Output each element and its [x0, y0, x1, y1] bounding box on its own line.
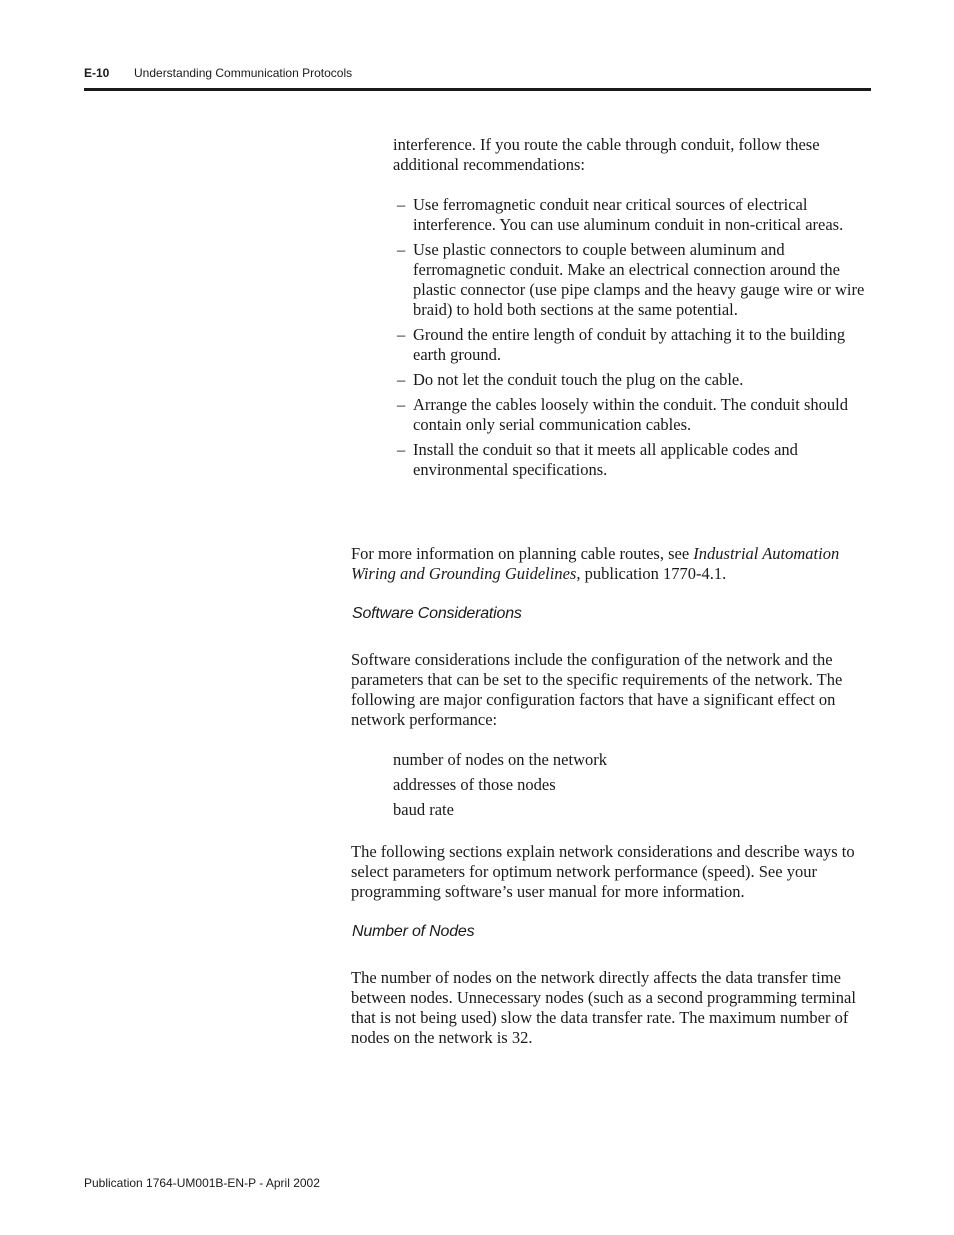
list-item: addresses of those nodes [393, 775, 556, 794]
bullet-marker: – [397, 370, 406, 389]
software-paragraph: Software considerations include the configuration of the network and the parameters that can be set to the specific requirements of the network. The following are major configuration factors that have a significant effect on network performance: [351, 650, 843, 729]
list-item [397, 440, 871, 480]
bullet-marker: – [397, 395, 406, 414]
list-item [397, 195, 871, 235]
page-number: E-10 [84, 66, 110, 80]
list-item-text: Ground the entire length of conduit by attaching it to the building earth ground. [413, 325, 846, 364]
bullet-marker: – [397, 325, 406, 344]
page-footer: Publication 1764-UM001B-EN-P - April 2002 [84, 1176, 320, 1190]
list-item [397, 325, 871, 365]
number-of-nodes-heading: Number of Nodes [352, 923, 475, 940]
list-item [397, 370, 871, 390]
list-item [397, 240, 871, 320]
list-item [397, 395, 871, 435]
list-item-text: Use ferromagnetic conduit near critical sources of electrical interference. You can use aluminum conduit in non-critical areas. [413, 195, 844, 234]
software-considerations-heading: Software Considerations [352, 605, 522, 622]
list-item: baud rate [393, 800, 454, 819]
more-info-prefix: For more information on planning cable routes, see [351, 544, 694, 563]
publication-title: Industrial Automation Wiring and Grounding Guidelines [351, 544, 840, 583]
more-info-suffix: , publication 1770-4.1. [576, 564, 727, 583]
list-item-text: Do not let the conduit touch the plug on the cable. [413, 370, 744, 389]
intro-paragraph: interference. If you route the cable through conduit, follow these additional recommendations: [393, 135, 820, 174]
bullet-marker: – [397, 195, 406, 214]
nodes-paragraph: The number of nodes on the network directly affects the data transfer time between nodes. Unnecessary nodes (such as a second programming terminal that is not being used) slow the data transfer rate. The maximum number of nodes on the network is 32. [351, 968, 856, 1047]
list-item-text: Install the conduit so that it meets all applicable codes and environmental specifications. [413, 440, 798, 479]
header-rule [84, 88, 871, 91]
bullet-marker: – [397, 440, 406, 459]
more-info-paragraph [351, 544, 871, 584]
followup-paragraph: The following sections explain network considerations and describe ways to select parameters for optimum network performance (speed). See your programming software’s user manual for more information. [351, 842, 855, 901]
list-item: number of nodes on the network [393, 750, 607, 769]
conduit-recommendations-list [397, 195, 871, 485]
bullet-marker: – [397, 240, 406, 259]
configuration-factors-list [393, 750, 607, 825]
list-item-text: Arrange the cables loosely within the conduit. The conduit should contain only serial communication cables. [413, 395, 849, 434]
list-item-text: Use plastic connectors to couple between aluminum and ferromagnetic conduit. Make an electrical connection around the plastic connector (use pipe clamps and the heavy gauge wire or wire braid) to hold both sections at the same potential. [413, 240, 865, 319]
chapter-title: Understanding Communication Protocols [134, 66, 353, 80]
